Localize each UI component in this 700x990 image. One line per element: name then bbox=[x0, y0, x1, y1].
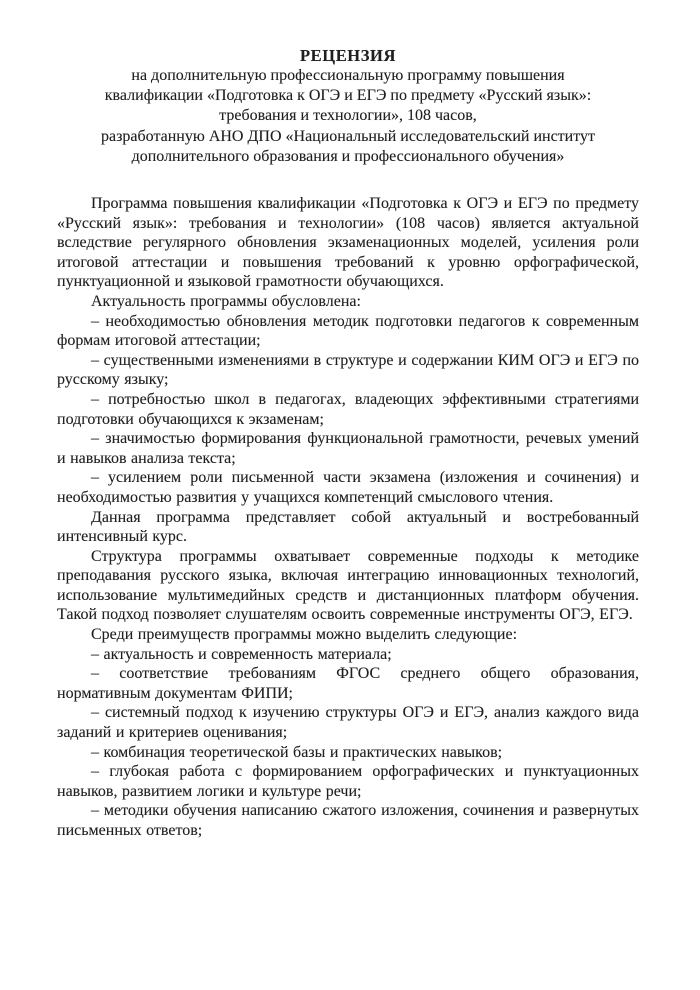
subtitle-line: квалификации «Подготовка к ОГЭ и ЕГЭ по предмету «Русский язык»: bbox=[104, 87, 592, 105]
paragraph: – системный подход к изучению структуры ОГЭ и ЕГЭ, анализ каждого вида заданий и критериев оценивания; bbox=[57, 704, 639, 742]
subtitle-line: разработанную АНО ДПО «Национальный исследовательский институт bbox=[101, 127, 595, 145]
subtitle-line: требования и технологии», 108 часов, bbox=[219, 107, 477, 125]
paragraph: Данная программа представляет собой актуальный и востребованный интенсивный курс. bbox=[57, 508, 639, 546]
paragraph: Среди преимуществ программы можно выделить следующие: bbox=[91, 626, 518, 644]
paragraph: Программа повышения квалификации «Подготовка к ОГЭ и ЕГЭ по предмету «Русский язык»: требования и технологии» (108 часов) является актуальной вследствие регулярного обновления экзаменационных моделей, усиления роли итоговой аттестации и повышения требований к уровню орфографической, пунктуационной и языковой грамотности обучающихся. bbox=[57, 195, 639, 291]
subtitle-line: на дополнительную профессиональную программу повышения bbox=[131, 67, 565, 84]
subtitle-line: дополнительного образования и профессионального обучения» bbox=[131, 147, 565, 165]
document-title: РЕЦЕНЗИЯ bbox=[299, 46, 397, 65]
paragraph: – методики обучения написанию сжатого изложения, сочинения и развернутых письменных ответов; bbox=[57, 802, 639, 840]
paragraph: – значимостью формирования функциональной грамотности, речевых умений и навыков анализа текста; bbox=[57, 430, 639, 467]
document-subtitle bbox=[57, 66, 639, 167]
paragraph: Актуальность программы обусловлена: bbox=[91, 292, 361, 310]
paragraph: – глубокая работа с формированием орфографических и пунктуационных навыков, развитием логики и культуре речи; bbox=[57, 763, 639, 800]
paragraph: – существенными изменениями в структуре и содержании КИМ ОГЭ и ЕГЭ по русскому языку; bbox=[57, 351, 639, 389]
paragraph: – актуальность и современность материала; bbox=[91, 645, 392, 663]
document-content bbox=[57, 46, 639, 841]
paragraph: – соответствие требованиям ФГОС среднего общего образования, нормативным документам ФИПИ; bbox=[57, 665, 639, 702]
paragraph: – необходимостью обновления методик подготовки педагогов к современным формам итоговой аттестации; bbox=[57, 312, 639, 350]
paragraph: – потребностью школ в педагогах, владеющих эффективными стратегиями подготовки обучающихся к экзаменам; bbox=[57, 390, 639, 428]
paragraph: Структура программы охватывает современные подходы к методике преподавания русского языка, включая интеграцию инновационных технологий, использование мультимедийных средств и дистанционных платформ обучения. Такой подход позволяет слушателям освоить современные инструменты ОГЭ, ЕГЭ. bbox=[57, 547, 639, 624]
paragraph: – усилением роли письменной части экзамена (изложения и сочинения) и необходимостью развития у учащихся компетенций смыслового чтения. bbox=[57, 469, 639, 506]
document-body bbox=[57, 194, 639, 841]
paragraph: – комбинация теоретической базы и практических навыков; bbox=[91, 743, 503, 761]
